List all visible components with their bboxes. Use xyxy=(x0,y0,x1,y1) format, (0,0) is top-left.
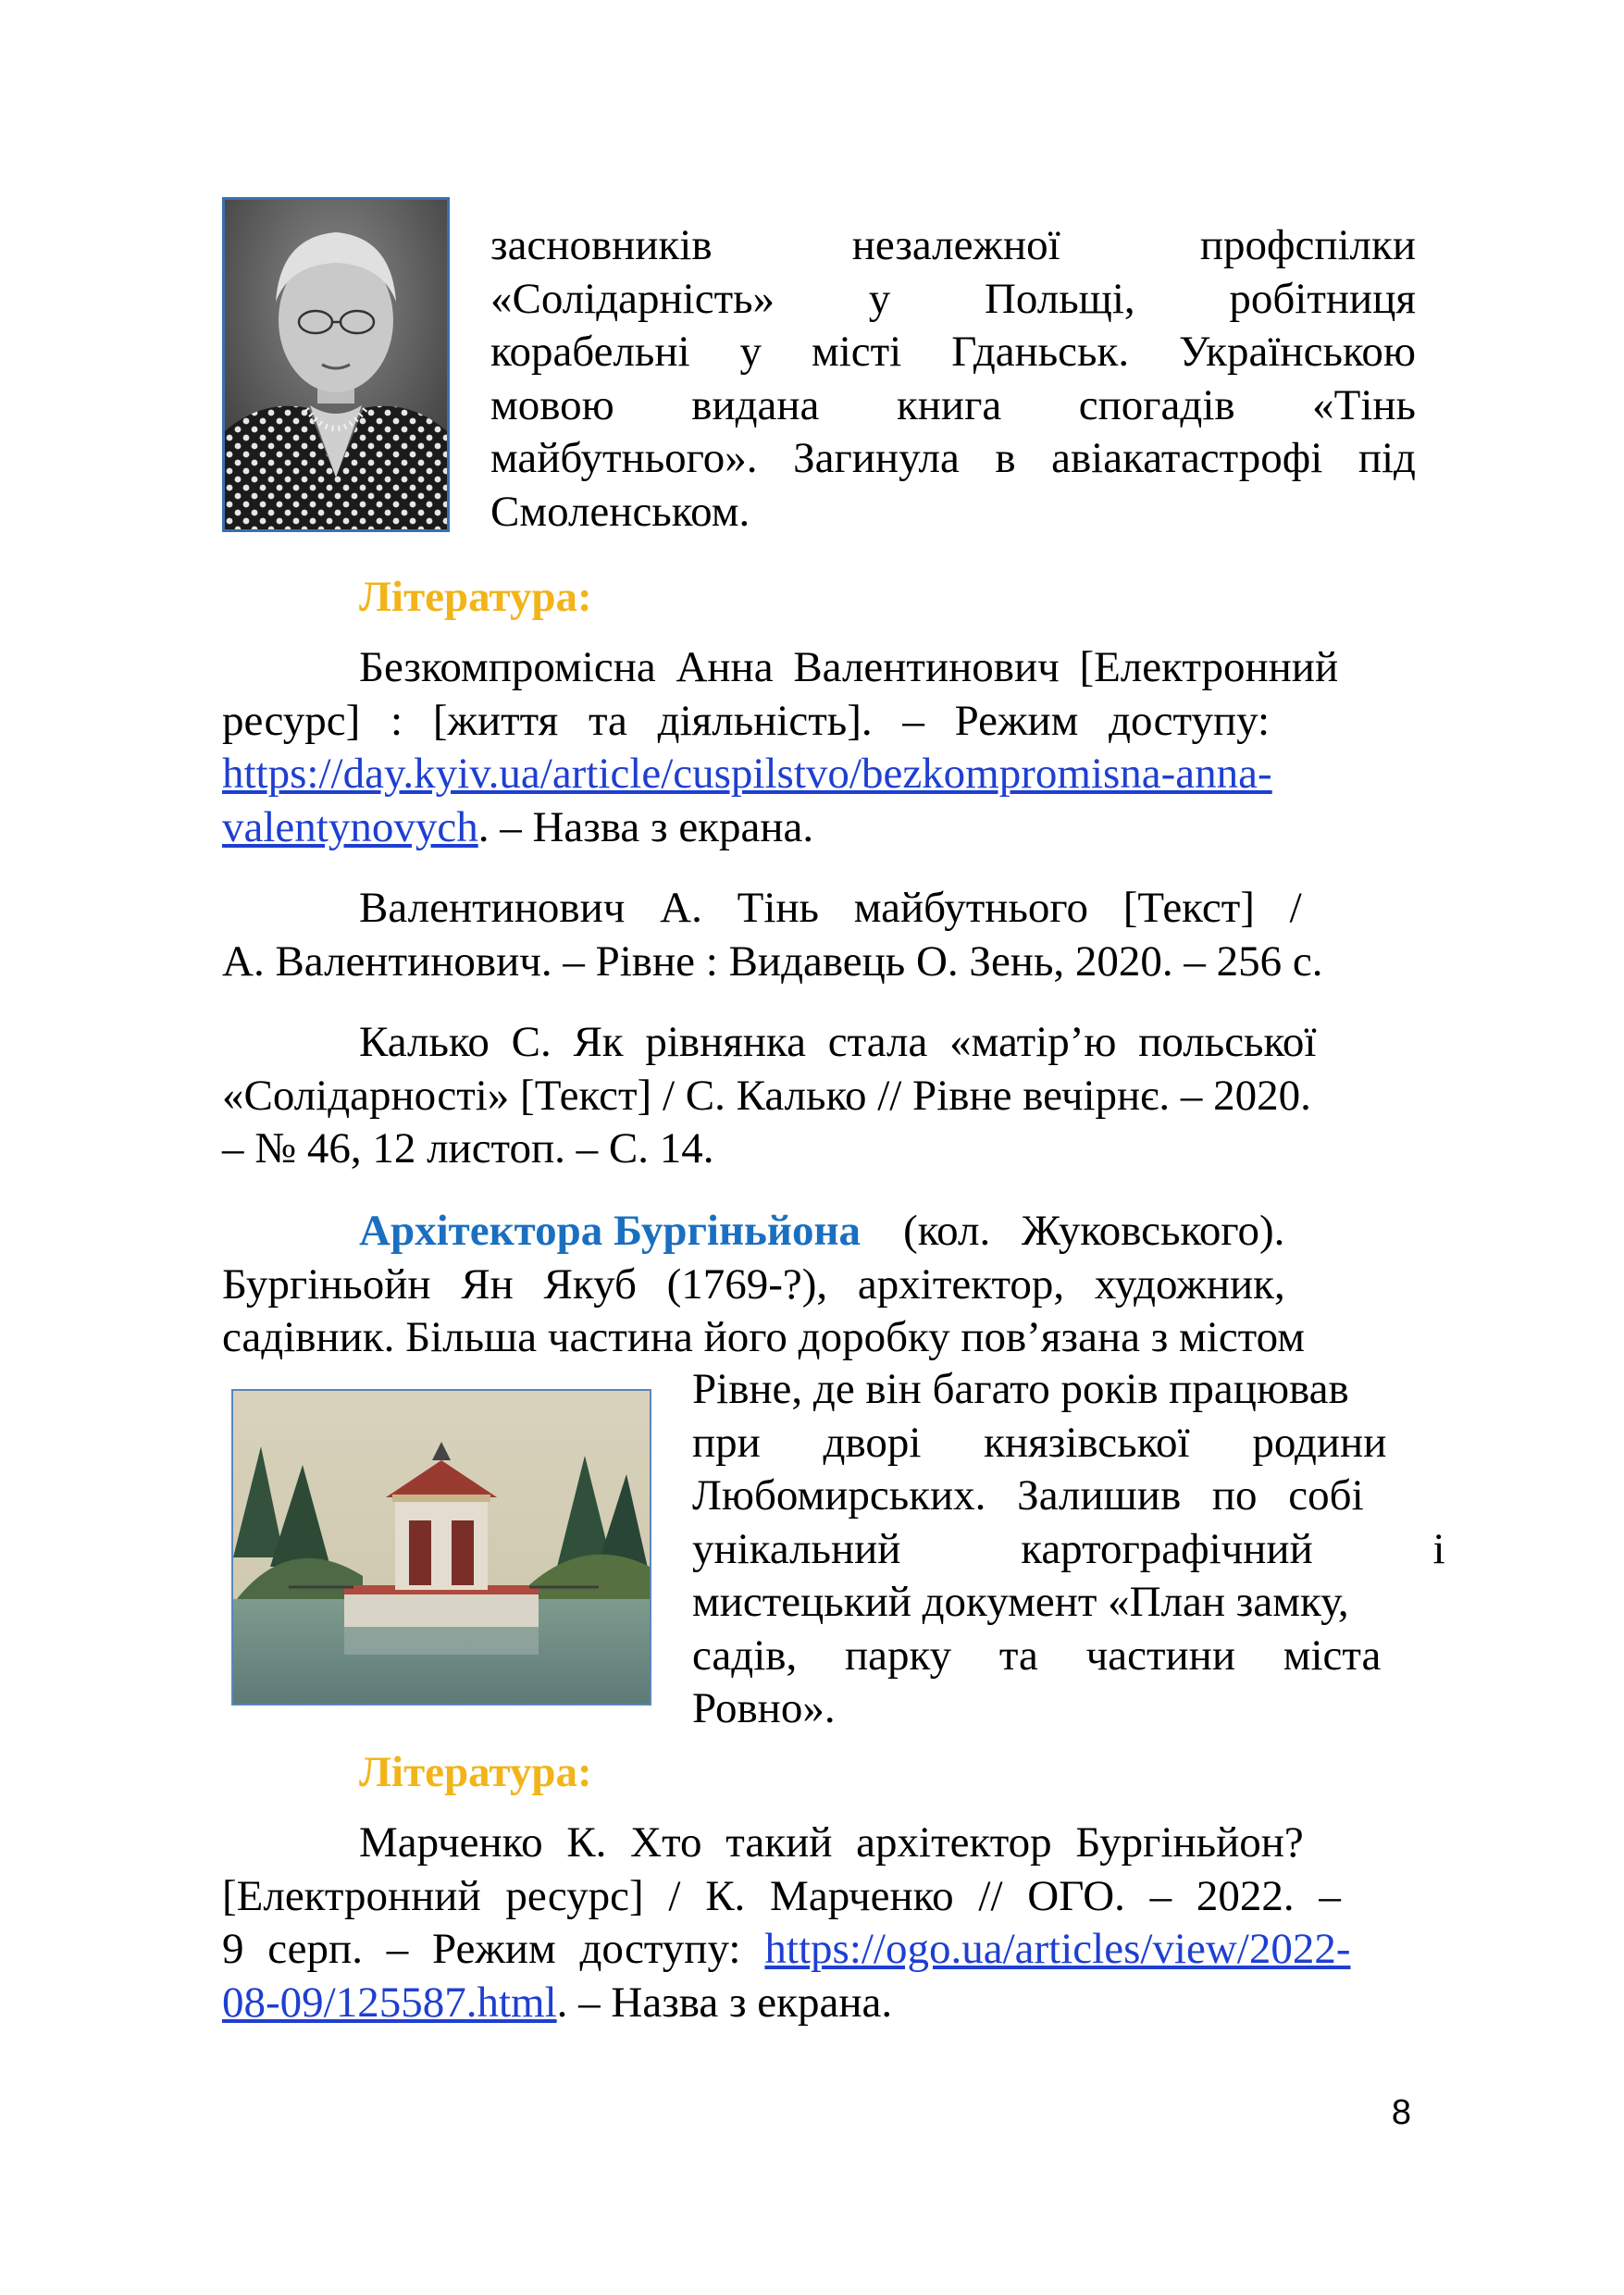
ref1-line-4 xyxy=(222,801,1416,855)
word: Гданьськ. xyxy=(951,328,1130,376)
ref4-line-3 xyxy=(222,1923,1416,1977)
wrap-line-1 xyxy=(692,1363,1416,1417)
ref4-line-2 xyxy=(222,1870,1416,1924)
ref1-line-1 xyxy=(222,641,1416,695)
wrap-line-3-text: Любомирських. Залишив по собі xyxy=(692,1471,1364,1520)
wrap-line-4 xyxy=(692,1523,1445,1577)
ref2-line-2 xyxy=(222,936,1416,989)
wrap-line-7-text: Ровно». xyxy=(692,1684,836,1732)
ref4-tail: . – Назва з екрана. xyxy=(556,1978,893,2027)
reference-2 xyxy=(222,882,1416,988)
word: в xyxy=(995,434,1016,482)
word: «Тінь xyxy=(1312,380,1416,429)
word: «Солідарність» xyxy=(490,274,775,323)
wrap-line-6-text: садів, парку та частини міста xyxy=(692,1631,1382,1680)
ref4-link[interactable]: https://ogo.ua/articles/view/2022- xyxy=(764,1925,1351,1973)
ref3-line-1-text: Калько С. Як рівнянка стала «матір’ю польської xyxy=(359,1018,1317,1066)
intro-paragraph xyxy=(490,219,1416,539)
wrap-line-3 xyxy=(692,1470,1416,1523)
ref3-line-2 xyxy=(222,1070,1416,1123)
painting-image xyxy=(233,1391,650,1704)
intro-line-1-text xyxy=(490,219,1416,273)
intro-line-2-text xyxy=(490,273,1416,327)
literature-heading: Література: xyxy=(359,573,592,621)
wrap-line-5 xyxy=(692,1576,1416,1630)
word: Загинула xyxy=(793,434,960,482)
intro-line-6 xyxy=(490,486,1416,540)
ref1-link-cont[interactable]: valentynovych xyxy=(222,802,478,851)
ref3-line-3-text: – № 46, 12 листоп. – С. 14. xyxy=(222,1124,714,1172)
word: книга xyxy=(896,380,1002,429)
wrap-line-2 xyxy=(692,1417,1416,1470)
word: місті xyxy=(811,328,902,376)
word: у xyxy=(739,328,762,376)
word: незалежної xyxy=(851,221,1060,269)
word: у xyxy=(868,274,891,323)
word: засновників xyxy=(490,221,713,269)
intro-line-5 xyxy=(490,432,1416,486)
ref1-line-3 xyxy=(222,748,1416,801)
word: профспілки xyxy=(1199,221,1416,269)
street-line-2-text: Бургіньойн Ян Якуб (1769-?), архітектор, художник, xyxy=(222,1259,1285,1309)
ref1-line-2 xyxy=(222,695,1416,749)
ref4-line-1 xyxy=(222,1817,1416,1870)
street-name: Архітектора Бургіньйона xyxy=(359,1207,862,1255)
reference-4 xyxy=(222,1817,1416,2029)
ref4-line-1-text: Марченко К. Хто такий архітектор Бургіньйон? xyxy=(359,1818,1304,1867)
intro-line-1 xyxy=(490,219,1416,273)
word: корабельні xyxy=(490,328,690,376)
intro-line-4 xyxy=(490,379,1416,433)
reference-1 xyxy=(222,641,1416,854)
intro-line-3 xyxy=(490,326,1416,379)
ref4-link-cont[interactable]: 08-09/125587.html xyxy=(222,1978,557,2027)
wrap-line-6 xyxy=(692,1630,1416,1683)
intro-line-5-text xyxy=(490,432,1416,486)
portrait-photo xyxy=(222,197,450,532)
street-line-2 xyxy=(222,1259,1416,1312)
ref1-tail: . – Назва з екрана. xyxy=(477,802,814,851)
ref2-line-1-text: Валентинович А. Тінь майбутнього [Текст] / xyxy=(359,884,1302,932)
ref3-line-3 xyxy=(222,1123,1416,1176)
literature-heading-2: Література: xyxy=(359,1748,592,1796)
ref3-line-1 xyxy=(222,1016,1416,1070)
wrap-line-2-text: при дворі князівської родини xyxy=(692,1418,1387,1467)
ref2-line-1 xyxy=(222,882,1416,936)
word: під xyxy=(1357,434,1416,482)
word: майбутнього». xyxy=(490,434,758,482)
wrap-line-1-text: Рівне, де він багато років працював xyxy=(692,1365,1349,1413)
word: видана xyxy=(691,380,820,429)
street-line-1 xyxy=(222,1205,1416,1259)
street-line-3-text: садівник. Більша частина його доробку пов’язана з містом xyxy=(222,1313,1305,1361)
intro-line-6-text: Смоленськом. xyxy=(490,487,750,536)
ref3-line-2-text: «Солідарності» [Текст] / С. Калько // Рівне вечірнє. – 2020. xyxy=(222,1071,1311,1120)
word: робітниця xyxy=(1229,274,1416,323)
street-former-name: (кол. Жуковського). xyxy=(903,1207,1285,1255)
wrap-line-7 xyxy=(692,1682,1416,1736)
intro-line-2 xyxy=(490,273,1416,327)
ref1-line-2-text: ресурс] : [життя та діяльність]. – Режим доступу: xyxy=(222,696,1271,745)
reference-3 xyxy=(222,1016,1416,1176)
word: авіакатастрофі xyxy=(1051,434,1323,482)
portrait-image xyxy=(225,200,447,529)
wrap-line-5-text: мистецький документ «План замку, xyxy=(692,1578,1349,1626)
ref4-line-2-text: [Електронний ресурс] / К. Марченко // ОГО. – 2022. – xyxy=(222,1871,1341,1920)
street-entry xyxy=(222,1205,1416,1365)
word: мовою xyxy=(490,380,614,429)
intro-line-3-text xyxy=(490,326,1416,379)
ref4-line-4 xyxy=(222,1977,1416,2030)
ref1-link[interactable]: https://day.kyiv.ua/article/cuspilstvo/bezkompromisna-anna- xyxy=(222,750,1272,798)
ref4-line-3-text: 9 серп. – Режим доступу: xyxy=(222,1925,741,1973)
word: спогадів xyxy=(1078,380,1235,429)
street-line-3 xyxy=(222,1311,1416,1365)
street-wrapped-text xyxy=(692,1363,1445,1736)
word: Польщі, xyxy=(984,274,1135,323)
wrap-line-4-text: унікальний картографічний і xyxy=(692,1524,1445,1573)
intro-line-4-text xyxy=(490,379,1416,433)
word: Українською xyxy=(1179,328,1416,376)
ref1-line-1-text: Безкомпромісна Анна Валентинович [Електронний xyxy=(359,643,1339,691)
page-number: 8 xyxy=(1391,2093,1411,2132)
ref2-line-2-text: А. Валентинович. – Рівне : Видавець О. Зень, 2020. – 256 с. xyxy=(222,937,1323,986)
gazebo-painting xyxy=(231,1389,651,1706)
